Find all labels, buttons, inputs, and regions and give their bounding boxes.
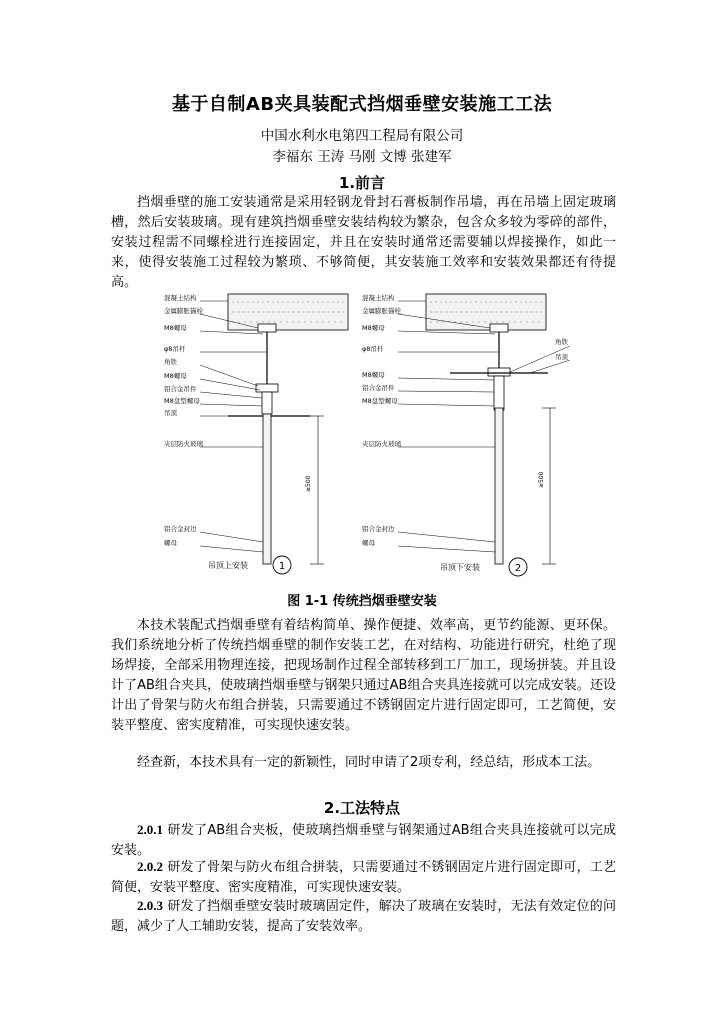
anchor-plate-right [490, 324, 508, 332]
dimension-label-right: ≥500 [538, 471, 545, 488]
label-anchor: 金属膨胀锚栓 [164, 307, 203, 315]
feature-text-2: 研发了骨架与防火布组合拼装，只需要通过不锈钢固定片进行固定即可，工艺简便，安装平整度、密实度精准，可实现快速安装。 [111, 860, 616, 895]
preface-paragraph-3: 经查新，本技术具有一定的新颖性，同时申请了2项专利，经总结，形成本工法。 [137, 755, 601, 770]
diagram-number-left: 1 [278, 561, 286, 572]
label-fire-glass: 夹层防火玻璃 [164, 440, 203, 448]
label-aluminium-edge-right: 铝合金封边 [362, 525, 395, 533]
diagram-number-right: 2 [514, 563, 522, 574]
label-m8-cap-nut: M8盘型螺母 [164, 397, 200, 405]
label-concrete: 混凝土结构 [164, 294, 197, 302]
diagram-ceiling-above [164, 293, 348, 574]
label-aluminium-hanger: 铝合金吊件 [164, 385, 197, 393]
label-ceiling-right: 吊顶 [555, 353, 568, 361]
diagram-title-right: 吊顶下安装 [440, 563, 480, 572]
document-title: 基于自制AB夹具装配式挡烟垂壁安装施工工法 [171, 94, 553, 115]
label-ceiling: 吊顶 [164, 409, 177, 417]
label-m8-nut-2: M8螺母 [164, 372, 187, 380]
angle-iron-right [488, 368, 510, 376]
feature-number-2: 2.0.2 [137, 859, 163, 874]
preface-paragraph-1: 挡烟垂壁的施工安装通常是采用轻钢龙骨封石膏板制作吊墙，再在吊墙上固定玻璃槽，然后安装玻璃。现有建筑挡烟垂壁安装结构较为繁杂，包含众多较为零碎的部件，安装过程需不同螺栓进行连接固定，并且在安装时通常还需要辅以焊接操作，如此一来，使得安装施工过程较为繁琐、不够简便，其安装施工效率和安装效果都还有待提高。 [111, 195, 616, 290]
feature-number-3: 2.0.3 [137, 898, 163, 913]
label-angle-iron: 角铁 [164, 358, 177, 366]
aluminium-hanger [262, 392, 272, 414]
label-angle-iron-right: 角铁 [555, 338, 568, 346]
aluminium-hanger-right [494, 376, 504, 410]
feature-item-3 [111, 896, 616, 937]
feature-text-3: 研发了挡烟垂壁安装时玻璃固定件，解决了玻璃在安装时，无法有效定位的问题，减少了人工辅助安装，提高了安装效率。 [111, 899, 616, 934]
installation-figure [150, 288, 580, 588]
label-nut: 螺母 [164, 539, 177, 547]
diagram-title-left: 吊顶上安装 [208, 561, 248, 570]
figure-caption: 图 1-1 传统挡烟垂壁安装 [287, 594, 437, 609]
preface-paragraph-2: 本技术装配式挡烟垂壁有着结构简单、操作便捷、效率高，更节约能源、更环保。我们系统地分析了传统挡烟垂壁的制作安装工艺，在对结构、功能进行研究，杜绝了现场焊接，全部采用物理连接，把现场制作过程全部转移到工厂加工，现场拼装。并且设计了AB组合夹具，使玻璃挡烟垂壁与钢架只通过AB组合夹具连接就可以完成安装。还设计出了骨架与防火布组合拼装，只需要通过不锈钢固定片进行固定即可，工艺简便，安装平整度、密实度精准，可实现快速安装。 [111, 618, 616, 733]
label-hanger-rod: φ8吊杆 [164, 345, 186, 353]
author-list: 李福东 王涛 马刚 文博 张建军 [272, 149, 452, 165]
label-m8-nut-2-right: M8螺母 [362, 371, 385, 379]
affiliation: 中国水利水电第四工程局有限公司 [260, 128, 464, 144]
label-hanger-rod-right: φ8吊杆 [362, 345, 384, 353]
fire-glass-panel-right [495, 408, 503, 564]
feature-item-2 [111, 857, 616, 898]
dimension-label: ≥500 [305, 475, 312, 492]
section-heading-features: 2.工法特点 [323, 799, 401, 817]
feature-text-1: 研发了AB组合夹板，使玻璃挡烟垂壁与钢架通过AB组合夹具连接就可以完成安装。 [111, 823, 617, 858]
feature-item-1 [111, 820, 616, 861]
feature-number-1: 2.0.1 [137, 822, 163, 837]
section-heading-preface: 1.前言 [338, 174, 386, 192]
label-aluminium-hanger-right: 铝合金吊件 [362, 384, 395, 392]
label-m8-cap-nut-right: M8盘型螺母 [362, 397, 398, 405]
anchor-plate [258, 324, 276, 332]
angle-iron [256, 384, 278, 392]
label-fire-glass-right: 夹层防火玻璃 [362, 440, 401, 448]
label-m8-nut: M8螺母 [164, 324, 187, 332]
label-anchor-right: 金属膨胀锚栓 [362, 307, 401, 315]
label-concrete-right: 混凝土结构 [362, 294, 395, 302]
diagram-ceiling-below [362, 293, 570, 576]
label-nut-right: 螺母 [362, 539, 375, 547]
fire-glass-panel [263, 414, 271, 564]
label-aluminium-edge: 铝合金封边 [164, 525, 197, 533]
label-m8-nut-right: M8螺母 [362, 324, 385, 332]
